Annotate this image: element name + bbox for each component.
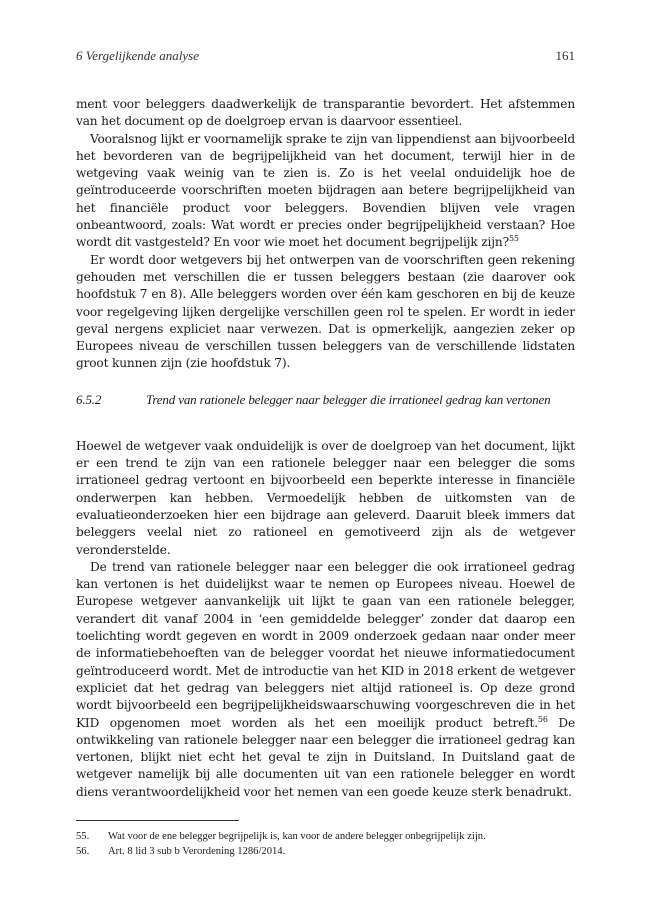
paragraph-continued: [76, 96, 575, 131]
paragraph-text-continued: De ontwikkeling van rationele belegger naar een belegger die irrationeel gedrag kan vertonen, blijkt niet echt het geval te zijn in Duitsland. In Duitsland gaat de wetgever namelijk bij alle documenten uit van een rationele belegger en wordt diens verantwoordelijkheid voor het nemen van een goede keuze sterk benadrukt.: [76, 715, 576, 799]
paragraph-text: ment voor beleggers daadwerkelijk de transparantie bevordert. Het afstemmen van het document op de doelgroep ervan is daarvoor essentieel.: [76, 97, 575, 129]
paragraph: [76, 438, 575, 559]
footnote-divider: [76, 820, 239, 821]
paragraph-text: Er wordt door wetgevers bij het ontwerpen van de voorschriften geen rekening gehouden met verschillen die er tussen beleggers bestaan (zie daarover ook hoofdstuk 7 en 8). Alle beleggers worden over één kam geschoren en bij de keuze voor regelgeving lijken dergelijke verschillen geen rol te spelen. Er wordt in ieder geval nergens expliciet naar verwezen. Dat is opmerkelijk, aangezien zeker op Europees niveau de verschillen tussen beleggers van de verschillende lidstaten groot kunnen zijn (zie hoofdstuk 7).: [76, 252, 575, 371]
paragraph-text: Vooralsnog lijkt er voornamelijk sprake te zijn van lippendienst aan bijvoorbeeld het bevorderen van de begrijpelijkheid van het document, terwijl hier in de wetgeving vaak weinig van te zien is. Zo is het veelal onduidelijk hoe de geïntroduceerde voorschriften moeten bijdragen aan betere begrijpelijkheid van het financiële product voor beleggers. Bovendien blijven vele vragen onbeantwoord, zoals: Wat wordt er precies onder begrijpelijkheid verstaan? Hoe wordt dit vastgesteld? En voor wie moet het document begrijpelijk zijn?: [76, 131, 575, 250]
paragraph: [76, 252, 575, 373]
section-title: Trend van rationele belegger naar belegger die irrationeel gedrag kan vertonen: [146, 391, 551, 407]
footnote-56: [76, 844, 575, 859]
section-heading: [76, 391, 575, 408]
footnote-55: [76, 829, 575, 844]
footnote-number: 56.: [76, 846, 90, 857]
paragraph: [76, 131, 575, 252]
footnotes: [76, 829, 575, 859]
page-number: 161: [555, 48, 575, 63]
footnote-number: 55.: [76, 831, 90, 842]
paragraph-text: Hoewel de wetgever vaak onduidelijk is over de doelgroep van het document, lijkt er een trend te zijn van een rationele belegger naar een belegger die soms irrationeel gedrag vertoont en bijvoorbeeld een beperkte interesse in financiële onderwerpen kan hebben. Vermoedelijk hebben de uitkomsten van de evaluatieonderzoeken hier een bijdrage aan geleverd. Daaruit bleek immers dat beleggers veelal niet zo rationeel en gemotiveerd zijn als de wetgever veronderstelde.: [76, 438, 575, 557]
footnote-text: Wat voor de ene belegger begrijpelijk is, kan voor de andere belegger onbegrijpelijk zijn.: [108, 831, 486, 842]
main-text: [76, 96, 575, 801]
footnote-text: Art. 8 lid 3 sub b Verordening 1286/2014.: [108, 846, 286, 857]
footnote-ref-55[interactable]: 55: [508, 234, 519, 244]
section-number: 6.5.2: [76, 391, 102, 407]
chapter-title: 6 Vergelijkende analyse: [76, 48, 199, 63]
paragraph-text: De trend van rationele belegger naar een belegger die ook irrationeel gedrag kan vertonen is het duidelijkst waar te nemen op Europees niveau. Hoewel de Europese wetgever aanvankelijk uit lijkt te gaan van een rationele belegger, verandert dit vanaf 2004 in ‘een gemiddelde belegger’ zonder dat daarop een toelichting wordt gegeven en wordt in 2009 onderzoek gedaan naar onder meer de informatiebehoeften van de belegger voordat het nieuwe informatiedocument geïntroduceerd wordt. Met de introductie van het KID in 2018 erkent de wetgever expliciet dat het gedrag van beleggers niet altijd rationeel is. Op deze grond wordt bijvoorbeeld een begrijpelijkheidswaarschuwing voorgeschreven die in het KID opgenomen moet worden als het een moeilijk product betreft.: [76, 559, 575, 730]
footnote-ref-56[interactable]: 56: [537, 714, 548, 724]
paragraph: [76, 559, 575, 801]
